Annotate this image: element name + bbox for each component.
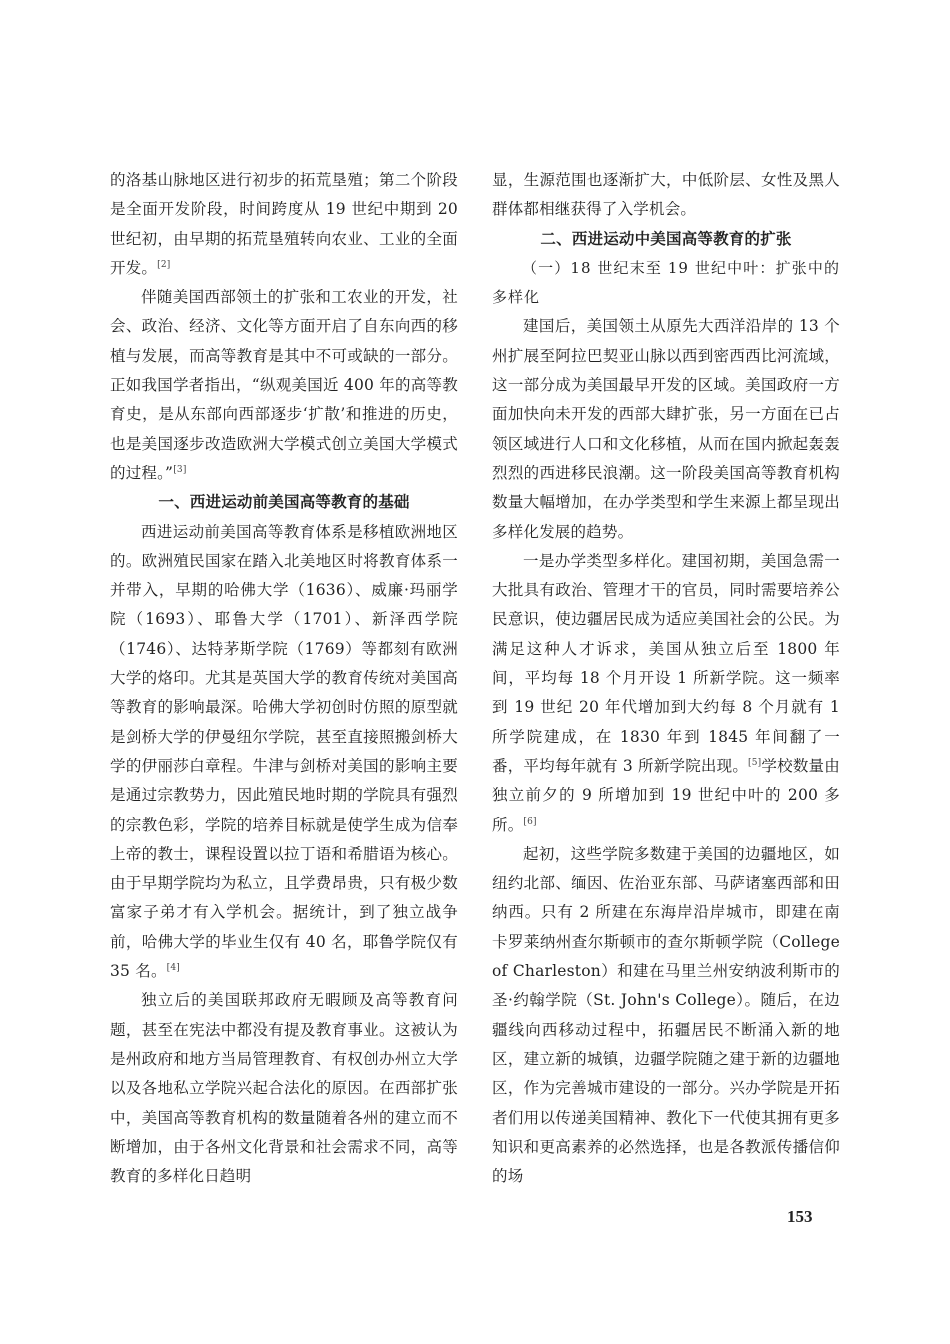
right-column	[492, 166, 840, 1191]
citation: [4]	[166, 963, 181, 974]
paragraph: 显，生源范围也逐渐扩大，中低阶层、女性及黑人群体都相继获得了入学机会。	[492, 171, 840, 219]
paragraph: 独立后的美国联邦政府无暇顾及高等教育问题，甚至在宪法中都没有提及教育事业。这被认为是州政府和地方当局管理教育、有权创办州立大学以及各地私立学院兴起合法化的原因。在西部扩张中，美国高等教育机构的数量随着各州的建立而不断增加，由于各州文化背景和社会需求不同，高等教育的多样化日趋明	[110, 991, 458, 1186]
citation: [2]	[157, 259, 171, 270]
page-number: 153	[787, 1207, 813, 1226]
paragraph: 的洛基山脉地区进行初步的拓荒垦殖；第二个阶段是全面开发阶段，时间跨度从 19 世纪中期到 20 世纪初，由早期的拓荒垦殖转向农业、工业的全面开发。[2]	[110, 171, 458, 277]
paragraph: 建国后，美国领土从原先大西洋沿岸的 13 个州扩展至阿拉巴契亚山脉以西到密西西比河流域，这一部分成为美国最早开发的区域。美国政府一方面加快向未开发的西部大肆扩张，另一方面在已占领区域进行人口和文化移植，从而在国内掀起轰轰烈烈的西进移民浪潮。这一阶段美国高等教育机构数量大幅增加，在办学类型和学生来源上都呈现出多样化发展的趋势。	[492, 317, 840, 541]
paragraph: 起初，这些学院多数建于美国的边疆地区，如纽约北部、缅因、佐治亚东部、马萨诸塞西部和田纳西。只有 2 所建在东海岸沿岸城市，即建在南卡罗莱纳州查尔斯顿市的查尔斯顿学院（College of Charleston）和建在马里兰州安纳波利斯市的圣·约翰学院（St. John's College）。随后，在边疆线向西移动过程中，拓疆居民不断涌入新的地区，建立新的城镇，边疆学院随之建于新的边疆地区，作为完善城市建设的一部分。兴办学院是开拓者们用以传递美国精神、教化下一代使其拥有更多知识和更高素养的必然选择，也是各教派传播信仰的场	[492, 844, 840, 1186]
paragraph: 西进运动前美国高等教育体系是移植欧洲地区的。欧洲殖民国家在踏入北美地区时将教育体系一并带入，早期的哈佛大学（1636）、威廉·玛丽学院（1693）、耶鲁大学（1701）、新泽西学院（1746）、达特茅斯学院（1769）等都刻有欧洲大学的烙印。尤其是英国大学的教育传统对美国高等教育的影响最深。哈佛大学初创时仿照的原型就是剑桥大学的伊曼纽尔学院，甚至直接照搬剑桥大学的伊丽莎白章程。牛津与剑桥对美国的影响主要是通过宗教势力，因此殖民地时期的学院具有强烈的宗教色彩，学院的培养目标就是使学生成为信奉上帝的教士，课程设置以拉丁语和希腊语为核心。由于早期学院均为私立，且学费昂贵，只有极少数富家子弟才有入学机会。据统计，到了独立战争前，哈佛大学的毕业生仅有 40 名，耶鲁学院仅有 35 名。[4]	[110, 522, 458, 981]
paragraph: 伴随美国西部领土的扩张和工农业的开发，社会、政治、经济、文化等方面开启了自东向西的移植与发展，而高等教育是其中不可或缺的一部分。正如我国学者指出，“纵观美国近 400 年的高等教育史，是从东部向西部逐步‘扩散’和推进的历史，也是美国逐步改造欧洲大学模式创立美国大学模式的过程。”[3]	[110, 288, 458, 482]
section-heading: 二、西进运动中美国高等教育的扩张	[540, 229, 792, 248]
paragraph: 一是办学类型多样化。建国初期，美国急需一大批具有政治、管理才干的官员，同时需要培养公民意识，使边疆居民成为适应美国社会的公民。为满足这种人才诉求，美国从独立后至 1800 年间，平均每 18 个月开设 1 所新学院。这一频率到 19 世纪 20 年代增加到大约每 8 个月就有 1 所学院建成，在 1830 年到 1845 年间翻了一番，平均每年就有 3 所新学院出现。[5]学校数量由独立前夕的 9 所增加到 19 世纪中叶的 200 多所。[6]	[492, 551, 840, 834]
citation: [6]	[523, 816, 537, 827]
citation: [3]	[173, 464, 187, 475]
citation: [5]	[748, 757, 762, 768]
section-heading: 一、西进运动前美国高等教育的基础	[158, 493, 410, 512]
subsection-heading: （一）18 世纪末至 19 世纪中叶：扩张中的多样化	[492, 258, 840, 307]
left-column	[110, 166, 458, 1191]
